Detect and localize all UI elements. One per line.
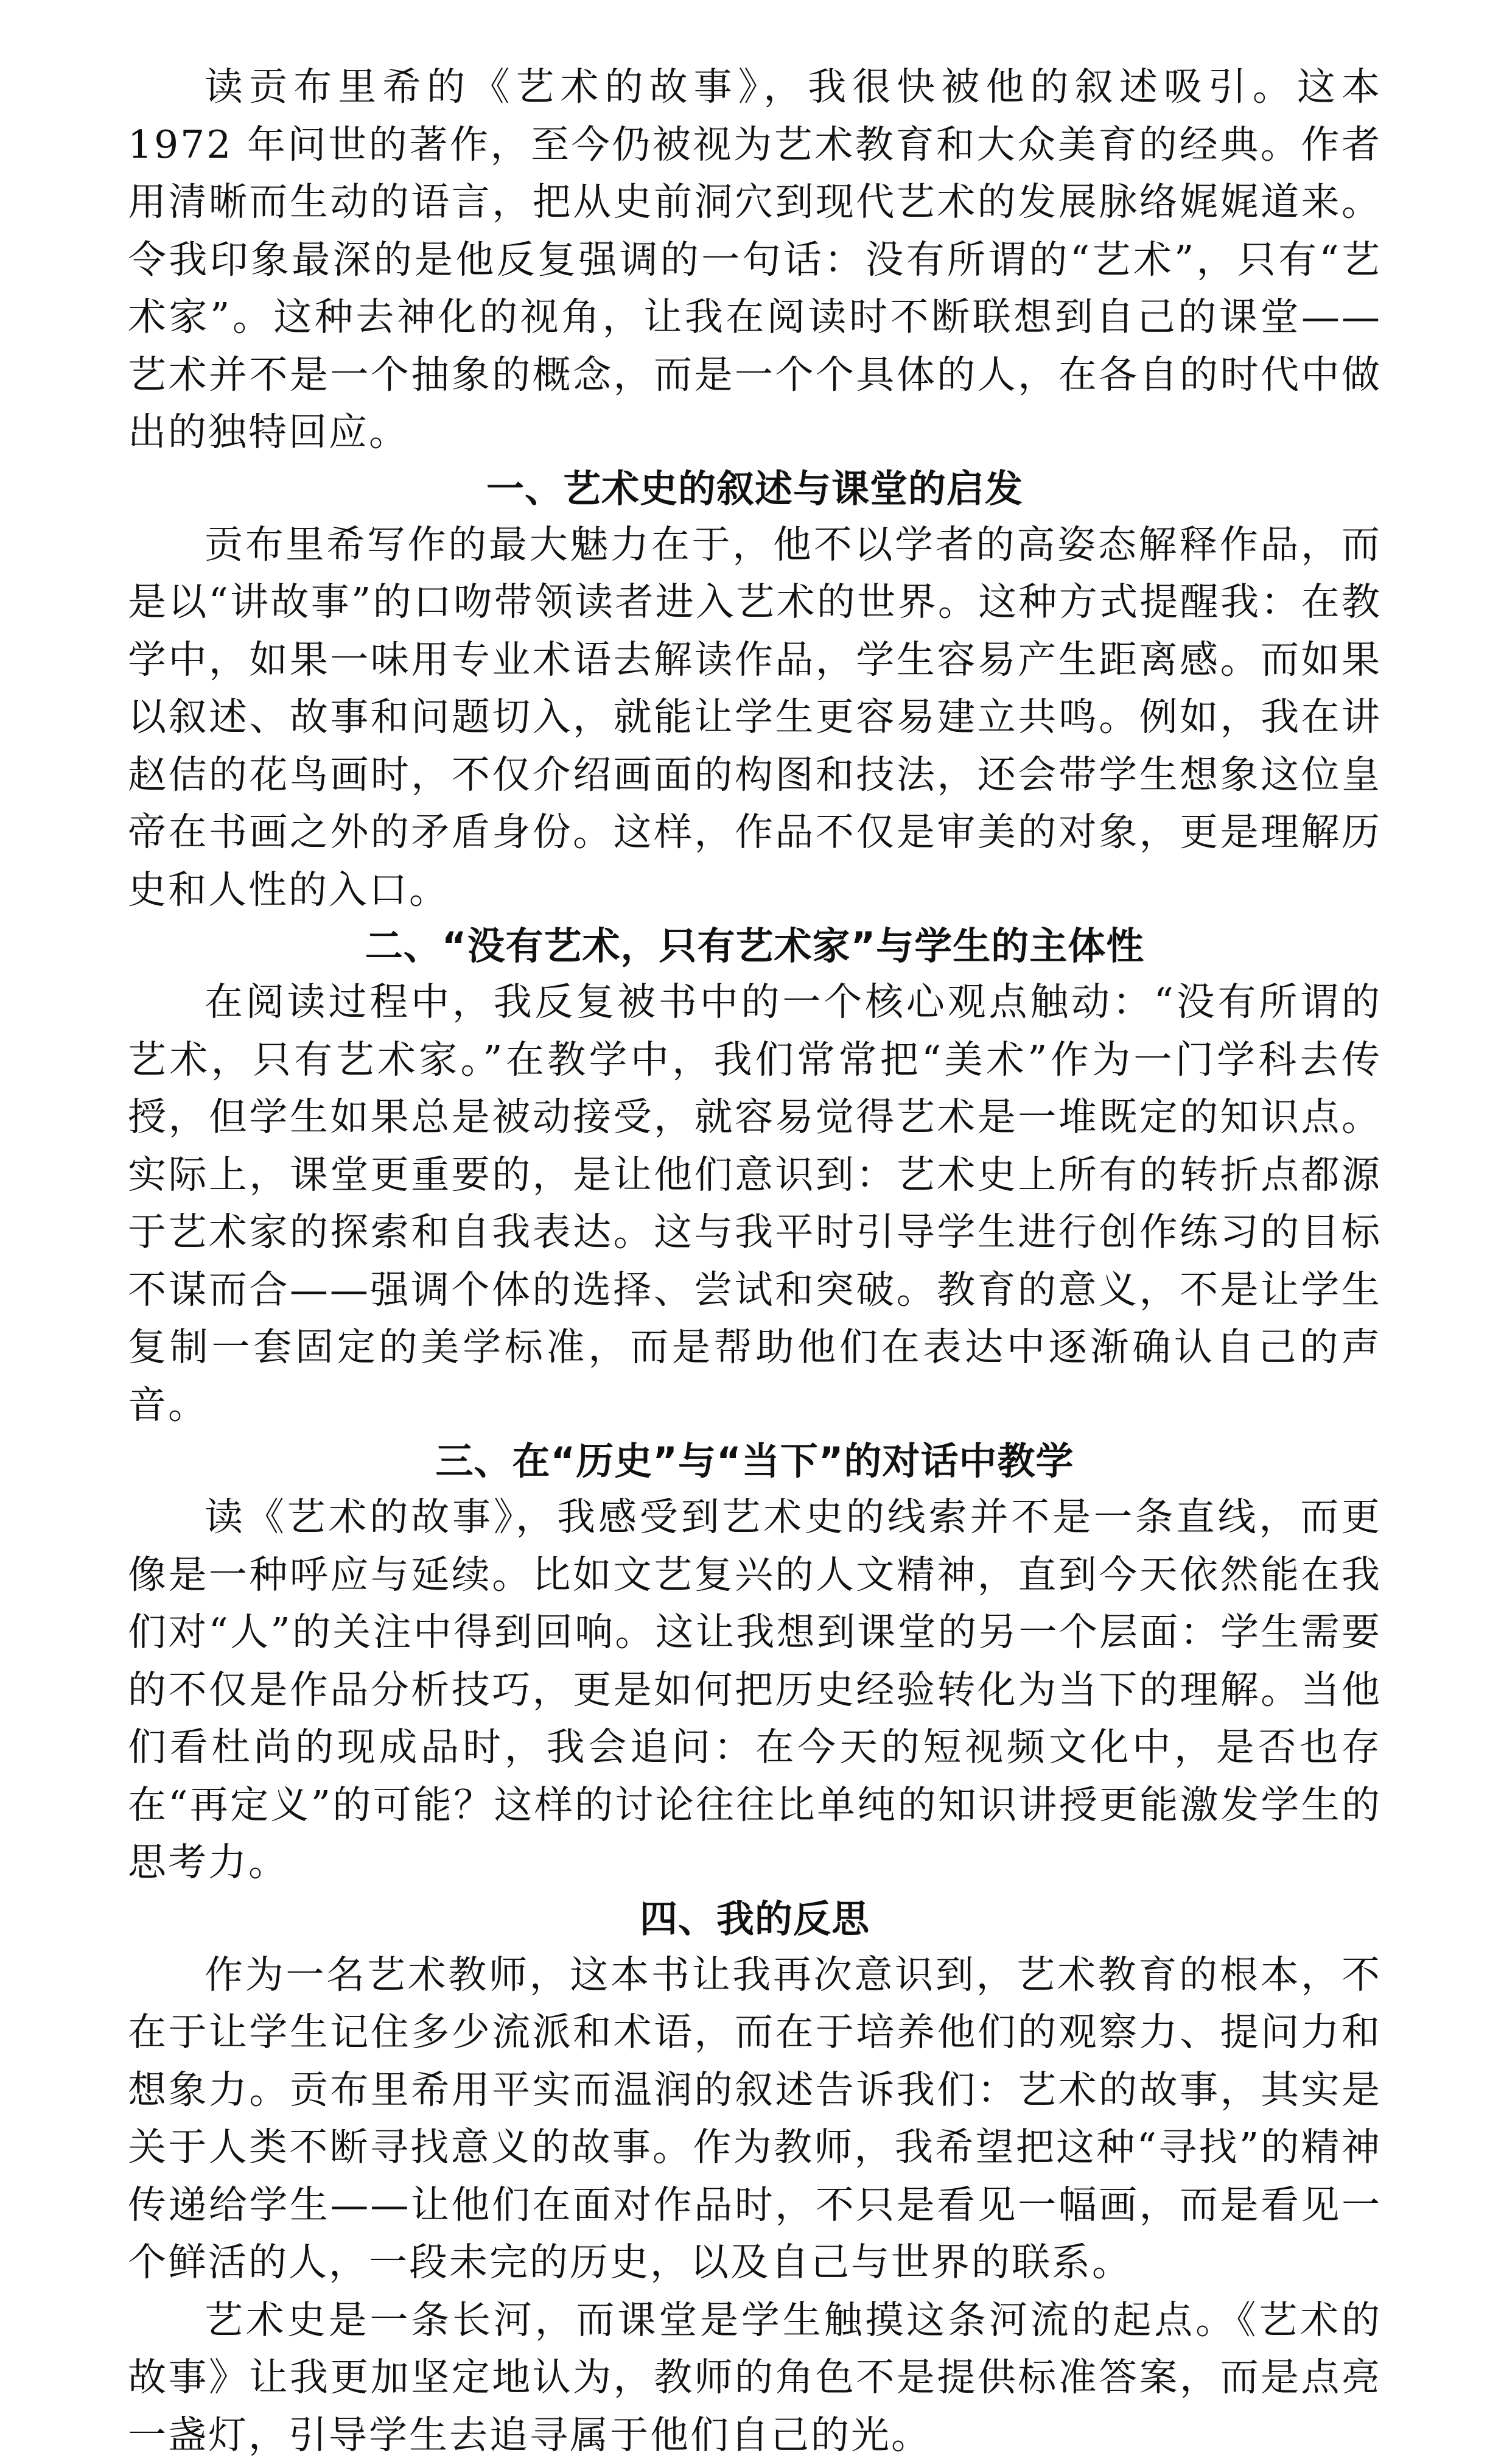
section-3-paragraph: 读《艺术的故事》，我感受到艺术史的线索并不是一条直线，而更像是一种呼应与延续。比如文艺复兴的人文精神，直到今天依然能在我们对“人”的关注中得到回响。这让我想到课堂的另一个层面：学生需要的不仅是作品分析技巧，更是如何把历史经验转化为当下的理解。当他们看杜尚的现成品时，我会追问：在今天的短视频文化中，是否也存在“再定义”的可能？这样的讨论往往比单纯的知识讲授更能激发学生的思考力。 (128, 1489, 1382, 1892)
section-4-paragraph-1: 作为一名艺术教师，这本书让我再次意识到，艺术教育的根本，不在于让学生记住多少流派和术语，而在于培养他们的观察力、提问力和想象力。贡布里希用平实而温润的叙述告诉我们：艺术的故事，其实是关于人类不断寻找意义的故事。作为教师，我希望把这种“寻找”的精神传递给学生——让他们在面对作品时，不只是看见一幅画，而是看见一个鲜活的人，一段未完的历史，以及自己与世界的联系。 (128, 1946, 1382, 2292)
section-1-paragraph: 贡布里希写作的最大魅力在于，他不以学者的高姿态解释作品，而是以“讲故事”的口吻带领读者进入艺术的世界。这种方式提醒我：在教学中，如果一味用专业术语去解读作品，学生容易产生距离感。而如果以叙述、故事和问题切入，就能让学生更容易建立共鸣。例如，我在讲赵佶的花鸟画时，不仅介绍画面的构图和技法，还会带学生想象这位皇帝在书画之外的矛盾身份。这样，作品不仅是审美的对象，更是理解历史和人性的入口。 (128, 516, 1382, 919)
section-4-paragraph-2: 艺术史是一条长河，而课堂是学生触摸这条河流的起点。《艺术的故事》让我更加坚定地认为，教师的角色不是提供标准答案，而是点亮一盏灯，引导学生去追寻属于他们自己的光。 (128, 2292, 1382, 2464)
section-2-heading: 二、“没有艺术，只有艺术家”与学生的主体性 (128, 919, 1382, 974)
section-4-heading: 四、我的反思 (128, 1892, 1382, 1946)
section-3-heading: 三、在“历史”与“当下”的对话中教学 (128, 1434, 1382, 1489)
section-2-paragraph: 在阅读过程中，我反复被书中的一个核心观点触动：“没有所谓的艺术，只有艺术家。”在教学中，我们常常把“美术”作为一门学科去传授，但学生如果总是被动接受，就容易觉得艺术是一堆既定的知识点。实际上，课堂更重要的，是让他们意识到：艺术史上所有的转折点都源于艺术家的探索和自我表达。这与我平时引导学生进行创作练习的目标不谋而合——强调个体的选择、尝试和突破。教育的意义，不是让学生复制一套固定的美学标准，而是帮助他们在表达中逐渐确认自己的声音。 (128, 974, 1382, 1434)
section-1-heading: 一、艺术史的叙述与课堂的启发 (128, 462, 1382, 516)
document-page (128, 58, 1382, 2464)
intro-paragraph: 读贡布里希的《艺术的故事》，我很快被他的叙述吸引。这本 1972 年问世的著作，至今仍被视为艺术教育和大众美育的经典。作者用清晰而生动的语言，把从史前洞穴到现代艺术的发展脉络娓娓道来。令我印象最深的是他反复强调的一句话：没有所谓的“艺术”，只有“艺术家”。这种去神化的视角，让我在阅读时不断联想到自己的课堂——艺术并不是一个抽象的概念，而是一个个具体的人，在各自的时代中做出的独特回应。 (128, 58, 1382, 462)
